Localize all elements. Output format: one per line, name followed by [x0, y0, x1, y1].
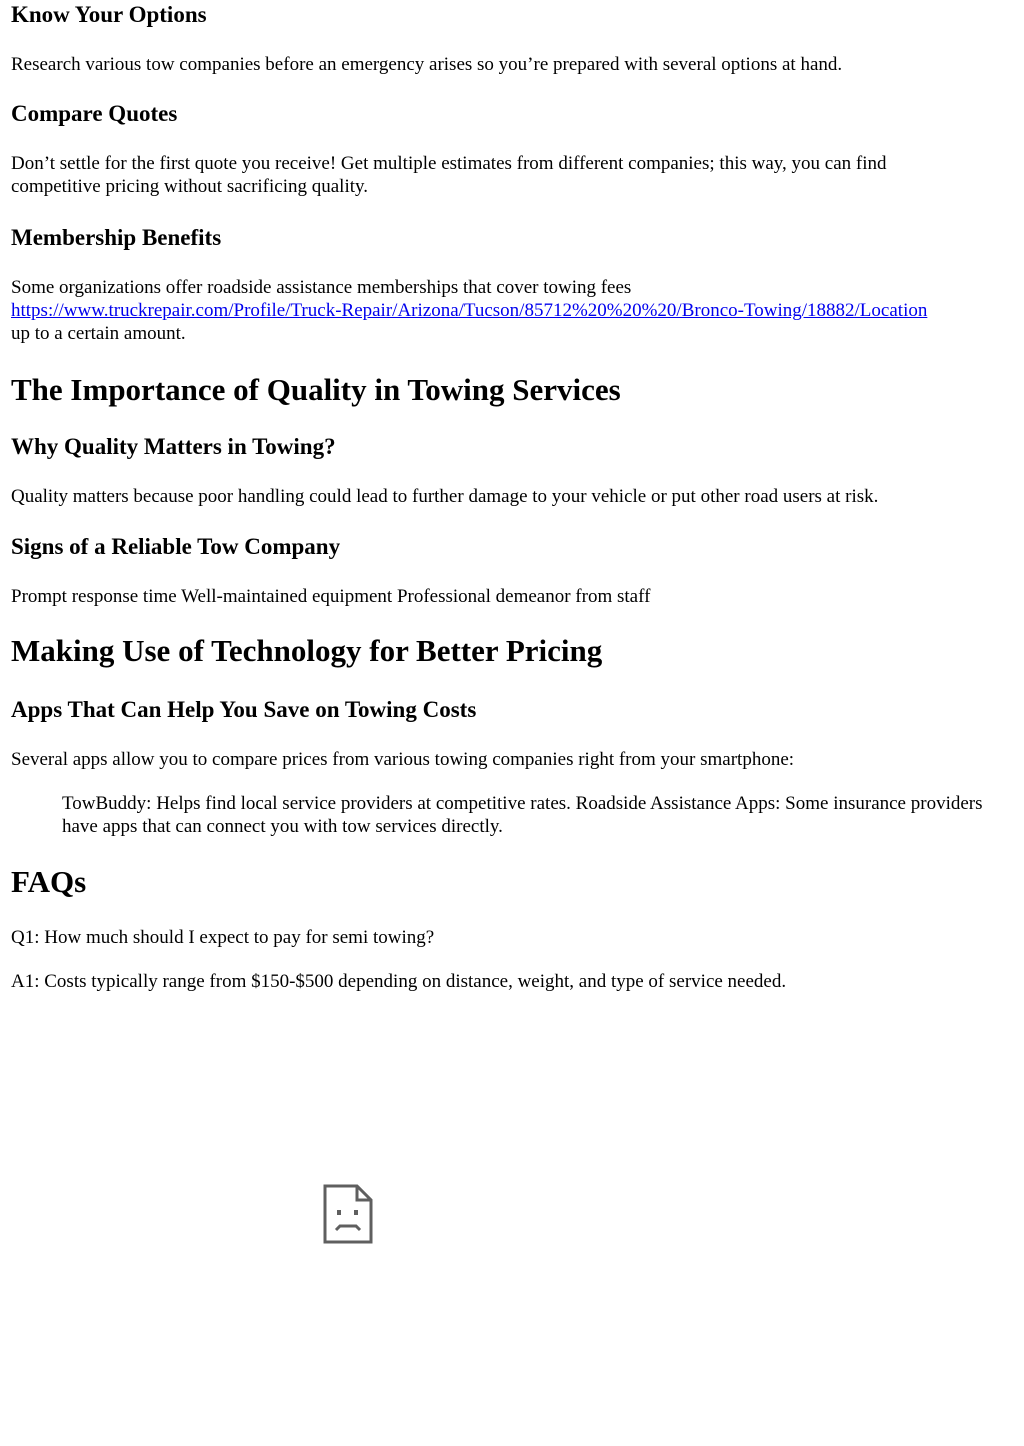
heading-signs-reliable-company: Signs of a Reliable Tow Company [11, 534, 341, 559]
heading-membership-benefits: Membership Benefits [11, 225, 222, 250]
heading-importance-of-quality: The Importance of Quality in Towing Services [11, 372, 621, 407]
paragraph-signs-reliable-company: Prompt response time Well-maintained equipment Professional demeanor from staff [11, 586, 651, 607]
heading-apps-save-costs: Apps That Can Help You Save on Towing Costs [11, 697, 477, 722]
paragraph-apps-intro: Several apps allow you to compare prices from various towing companies right from your smartphone: [11, 749, 795, 770]
membership-text-after: up to a certain amount. [11, 323, 186, 344]
blockquote-apps-list: TowBuddy: Helps find local service providers at competitive rates. Roadside Assistance Apps: Some insurance providers have apps that can connect you with tow services directly. [62, 793, 983, 837]
heading-compare-quotes: Compare Quotes [11, 101, 178, 126]
faq-question-1: Q1: How much should I expect to pay for semi towing? [11, 927, 435, 948]
paragraph-why-quality-matters: Quality matters because poor handling could lead to further damage to your vehicle or put other road users at risk. [11, 486, 879, 507]
truckrepair-profile-link[interactable]: https://www.truckrepair.com/Profile/Truck-Repair/Arizona/Tucson/85712%20%20%20/Bronco-Towing/18882/Location [11, 300, 928, 321]
broken-image-icon [323, 1184, 373, 1244]
paragraph-compare-quotes: Don’t settle for the first quote you receive! Get multiple estimates from different companies; this way, you can find competitive pricing without sacrificing quality. [11, 153, 887, 197]
heading-know-your-options: Know Your Options [11, 2, 207, 27]
faq-answer-1: A1: Costs typically range from $150-$500 depending on distance, weight, and type of service needed. [11, 971, 787, 992]
paragraph-know-your-options: Research various tow companies before an emergency arises so you’re prepared with several options at hand. [11, 54, 843, 75]
membership-text-before: Some organizations offer roadside assistance memberships that cover towing fees [11, 277, 632, 298]
paragraph-membership-benefits [11, 276, 1011, 345]
heading-faqs: FAQs [11, 864, 87, 899]
heading-why-quality-matters: Why Quality Matters in Towing? [11, 434, 336, 459]
heading-technology-pricing: Making Use of Technology for Better Pricing [11, 633, 603, 668]
